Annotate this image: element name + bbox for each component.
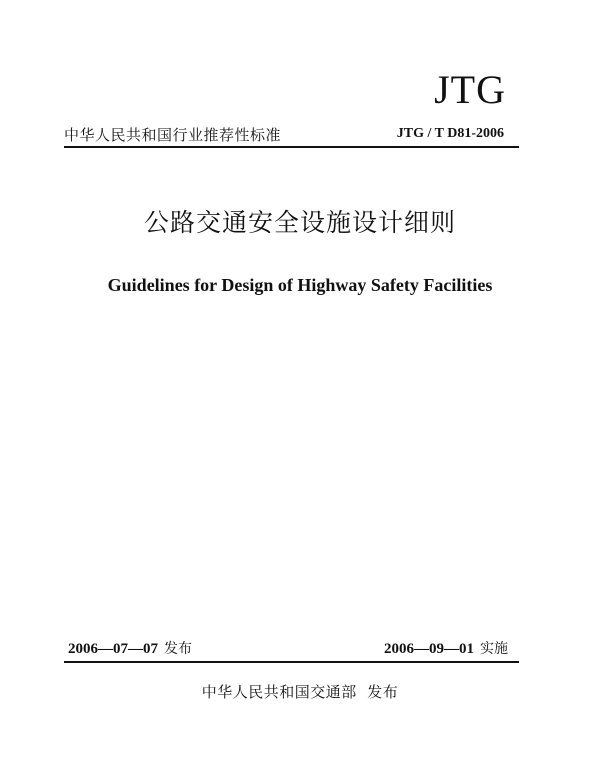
- effective-date: 2006—09—01: [384, 641, 474, 657]
- standard-classification: 中华人民共和国行业推荐性标准: [64, 126, 282, 144]
- effective-date-block: [384, 638, 508, 658]
- publisher: 中华人民共和国交通部 发布: [201, 683, 399, 701]
- bottom-divider: [64, 661, 519, 663]
- document-title-english: Guidelines for Design of Highway Safety Facilities: [107, 275, 493, 295]
- issue-date-block: [68, 638, 192, 658]
- issue-label: 发布: [164, 641, 192, 657]
- issue-date: 2006—07—07: [68, 641, 158, 657]
- standard-number: JTG / T D81-2006: [396, 126, 504, 141]
- top-divider: [64, 146, 519, 148]
- effective-label: 实施: [480, 641, 508, 657]
- standard-code-mark: JTG: [434, 67, 506, 112]
- document-title-chinese: 公路交通安全设施设计细则: [143, 208, 456, 237]
